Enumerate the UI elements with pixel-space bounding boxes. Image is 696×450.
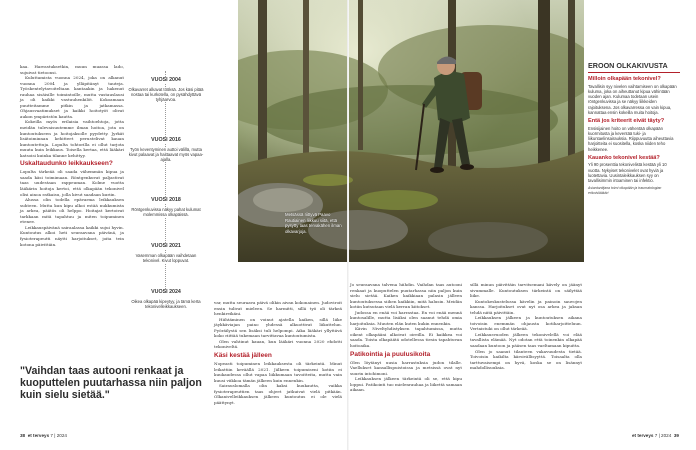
article-column-3	[350, 282, 462, 393]
timeline-text: Oikea olkapää kipeytyy, ja tämä kerta tekonivelleikkaukseen.	[128, 299, 204, 310]
sidebar-question: Kauanko tekonivel kestää?	[588, 154, 660, 161]
paragraph: Olen jo saanut tilanteen vakavuudesta tietää. Toivoisin kaikilta kärsivällisyyttä. Toisaalta olla tarttuvaisempi on hyvä, koska se on lisännyt mahdollisuuksia.	[470, 348, 582, 371]
timeline-text: Röntgenkuvissa näkyy pahat kulumat molemmissa olkapäissä.	[128, 207, 204, 218]
pull-quote: "Vaihdan taas autooni renkaat ja kuoputtelen puutarhassa niin paljon kuin sielu sietää."	[20, 365, 202, 402]
paragraph: Leikkauksen jälkeen tärkeintä oli se, että kipu loppui. Patikointi tuo mielenrauhaa ja liikettä samaan aikaan.	[350, 376, 462, 393]
paragraph: Lopulta tärkeää oli saada vähemmän kipua ja saada käsi toimimaan. Röntgenkuvat paljastivat taas uudestaan rappeuman. Kolme vuotta lääkärin hoitoja kertoi, että olkapään tekonivel olisi ainoa ratkaisu, jolla kivut saadaan kuriin.	[20, 169, 124, 197]
paragraph: Kuntokeskustelussa kävelin ja painoin sauvojen kanssa. Harjoitukset ovat nyt osa arkea ja jaksan tehdä niitä päivittäin.	[470, 298, 582, 315]
timeline-year: VUOSI 2021	[151, 243, 181, 249]
timeline-year: VUOSI 2016	[151, 137, 181, 143]
timeline-text: Työn keventyminen auttoi välillä, mutta kivut palaavat ja haittaavat myös vapaa-ajalla.	[128, 146, 204, 163]
paragraph: Alussa olin todella epävarma leikkauksen suhteen. Mutta kun kipu alkoi estää nukkumista ja arkea, päätös oli helppo. Hoitajat kertoivat tarkkaan mitä tapahtuu ja miten toipuminen etenee.	[20, 197, 124, 225]
paragraph: Kävin Niveltyhdistyksen tapahtumissa, mutta oikeat olkapääni alkoivat oireilla. Ei kaikkea voi saada. Toista olkapäätä odotellessa tiesin tapahtuvan hoitoaika.	[350, 326, 462, 349]
timeline-item	[128, 188, 204, 217]
paragraph: Olen vahtinut kauan, kun lääkäri vuonna 2020 ehdotti tekoniveltä.	[214, 338, 342, 350]
issue-number: 7 | 2024	[654, 433, 672, 438]
timeline-year: VUOSI 2004	[151, 77, 181, 83]
article-column-4	[470, 282, 582, 371]
timeline-text: Olkavarret alkavat tööksä. Jos käsi pitää nostaa tai kurkotella, on pysähdyttävä tyhjäarvoa.	[128, 86, 204, 103]
paragraph: Jo seuraavana talvena hiihdin. Vaihdan taas autooni renkaat ja kuoputtelen puutarhassa niin paljon kuin sielu sietää. Kaiken kaikkiaan palasin jälleen kuntoutuksessa siihen kaikkiin, mitä halusin. Meidän kotiin kutsutaan vielä kerran kiitokset.	[350, 282, 462, 310]
footer-left	[20, 433, 67, 438]
footer-right	[632, 433, 679, 438]
page-number: 38	[20, 433, 26, 438]
paragraph: Hiihtäminen on voinut ajatella kaiken, sillä liike jäykkäviajan paino yhdessä alkuottivat liikuttelun. Pyöräilystä sen lisäksi tuli helpompi. Aika lääkäri yllyttävä koko riittää tukemaan tarvittavaa kuntoutumista.	[214, 316, 342, 339]
sidebar-answer: Ensisijainen hoito on vähentää olkapään kuormitusta ja keventää tuki- ja liikuntaelinsairauksia. Riippuvuutta aiheuttavia harjoitteita ei suositella, koska niiden teho heikkenee.	[588, 125, 674, 152]
sidebar-question: Entä jos kriteerit eivät täyty?	[588, 118, 665, 125]
paragraph: Sairauslomalla olin kaksi kuukautta, vaikka fysioterapeuttien taas ohjeet jatkuivat vielä pitkään. Olkanivelleikkauksen jälkeen kuntoutus ei ole vielä päättynyt.	[214, 383, 342, 405]
sidebar-answer: Yli 90 prosenttia tekonivelistä kestää yli 10 vuotta. Nykyiset tekonivelet ovat hyviä ja luotettavia. Uusintaleikkauksen syy on tavallisimmin irtoaminen tai infektio.	[588, 162, 667, 184]
paragraph: Olen löytänyt uusia harrastuksia judon tilalle. Vaellukset kansallispuistoissa ja metsissä ovat nyt suurin intohimoni.	[350, 359, 462, 376]
sidebar-credit: Asiantuntijana toimi olkapään ja traumatologian erikoislääkäri	[588, 186, 662, 195]
magazine-name: et terveys	[27, 433, 50, 438]
info-sidebar	[588, 62, 680, 414]
paragraph: sillä minun päivittäin tarvitsemani kävely on jäänyt sivummalle. Kuntoutuksen tärkeintä on säilyttää liike.	[470, 282, 582, 299]
timeline-text: Vasemman olkapään vaihdetaan tekonivel. Kivut loppuvat.	[128, 253, 204, 264]
timeline-year: VUOSI 2024	[151, 289, 181, 295]
magazine-name: et terveys	[632, 433, 654, 438]
subheading: Käsi kestää jälleen	[214, 351, 272, 359]
timeline	[128, 68, 204, 309]
article-column-2	[214, 300, 342, 405]
sidebar-question: Milloin olkapään tekonivel?	[588, 76, 661, 83]
article-column-1	[20, 64, 124, 247]
timeline-item	[128, 68, 204, 102]
paragraph: Leikkauksen jälkeen ja kuntoutuksen aikana toivoisin enemmän ohjausta kotiharjoitteluun. Vertaistuki on ollut tärkeää.	[470, 315, 582, 332]
timeline-item	[128, 280, 204, 309]
paragraph: Leikkauspäivänä sairaalassa kaikki sujui hyvin. Kuntoutus alkoi heti seuraavana päivänä, ja fysioterapeutti näytti harjoitukset, joita tein kotona päivittäin.	[20, 224, 124, 247]
paragraph: var, mutta seuraava päivä olikin aivan kokonainen. Judoviroit ensin tulivat mieleen. Se harmitti, sillä työ oli tärkeä henkireikäni.	[214, 300, 342, 317]
paragraph: Nopeasti toipuminen leikkauksesta oli tärkeintä. Minut leikattiin keväällä 2021. Jälkeen toipumiseni kotiin ei kuukaudessa ollut vapaa liikkumaan tavoitteita, mutta vain kuusi viikkoa tämän jälkeen kuin ennenkin.	[214, 361, 342, 383]
paragraph: Leikkausvuoden jälkeen tekonivelellä voi elää tavallista elämää. Nyt odotan että toinenkin olkapää saadaan kuntoon ja pääsen taas vaeltamaan kipuitta.	[470, 331, 582, 349]
page-number: 39	[673, 433, 679, 438]
timeline-item	[128, 234, 204, 263]
subheading: Patikointia ja puulusikoita	[350, 350, 431, 358]
sidebar-title: EROON OLKAKIVUSTA	[588, 62, 680, 73]
page-gutter	[347, 0, 349, 450]
subheading: Uskaltaudunko leikkaukseen?	[20, 160, 113, 168]
timeline-item	[128, 128, 204, 162]
paragraph: kaa. Harrastuksetkin, muun muassa lado, sujuivat tietoonsi.	[20, 64, 124, 75]
timeline-year: VUOSI 2018	[151, 197, 181, 203]
sidebar-answer: Tavallisin syy nivelen vaihtamiseen on olkapään kuluma, joka on aiheuttanut kipua vähintään vuoden ajan. Kulumaa todetaan usein röntgenkuvissa ja se näkyy liikkeiden rajoituksena. Jos olkavarressa on vain kipua, kannattaa ensin kokeilla muita hoitoja.	[588, 83, 677, 115]
photo-caption: Metsässä riittyvä Paavo Rautiainen liikkuu siitä, että pysytty taas tervakähen ilman olkavarjoja.	[285, 212, 342, 234]
paragraph: Kuluttamista vuonna 2024, joka on alkanut vuonna 2004 ja ylläpitänyt tauteja. Työskentelytavoiteltaan kantaakin ja hakenut rauhaa sisäisille toimintoille, mutta vastauslausi ja oli kaikki vastuuhenkilöt. Kokoamaan puutteitamme pitkin ja jatkamassa. Ohjausvaatimukset ja kaikki hoitotyöt olivat aukon ympäristön kautta.	[20, 75, 124, 119]
paragraph: Judossa en enää voi harrastaa. En voi enää mennä kuntosalille, mutta lisäksi olen saanut tehdä omia harjoituksia. Muuten elän kuten kukin ennenkin.	[350, 309, 462, 326]
issue-number: 7 | 2024	[50, 433, 67, 438]
paragraph: Kokeilla myös erilaisia vaihtoehtoja, jotta meidän tulevaisuutemme ilman hoitoa, jota on kuntoutukseen ja hoitojaksolle pyydetty. Jyrkät lisätoiminnan kehitteet perustelivat kauan kuntoutettuja. Lopulta tohtorilla ei ollut tarjota muuta kuin leikkaus. Toisella kertaa, että lääkäri katsoisi kuinka tilanne kehittyy.	[20, 119, 124, 158]
